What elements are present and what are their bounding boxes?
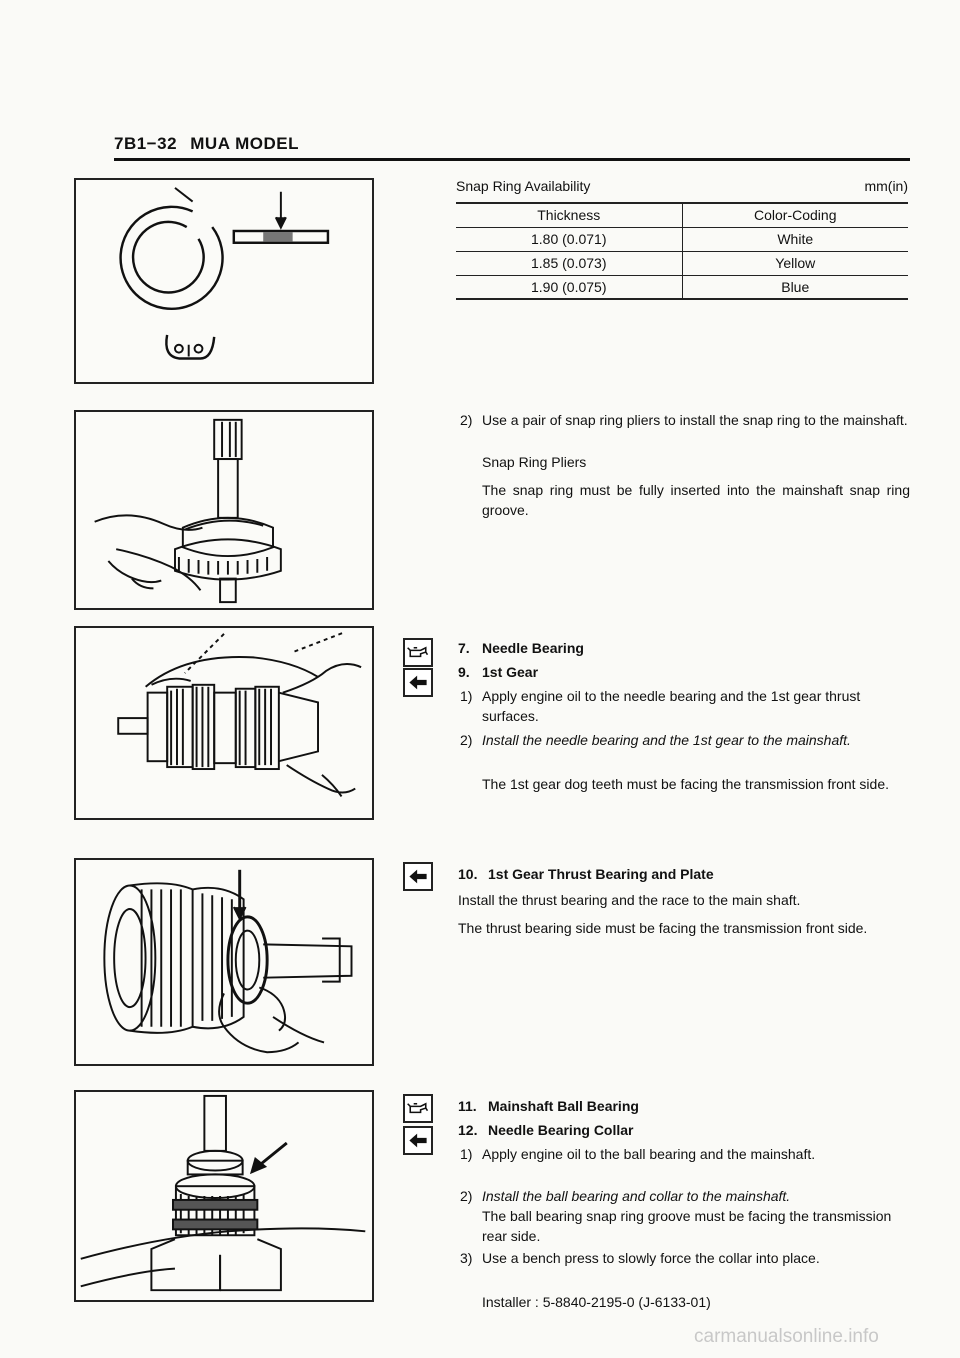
thickness-cell: 1.80 (0.071) [456,227,682,251]
thrust-bearing-figure [74,858,374,1066]
step-number: 1) [460,688,473,704]
paragraph: Install the thrust bearing and the race to the main shaft. [458,892,801,908]
oil-can-icon [403,638,433,667]
item-number: 9. [458,664,470,680]
section-number: 7B1−32 [114,134,178,153]
snap-ring-pliers-figure [74,410,374,610]
oil-can-icon [403,1094,433,1123]
paragraph: The thrust bearing side must be facing the transmission front side. [458,920,868,936]
item-number: 10. [458,866,478,882]
step-text: Use a pair of snap ring pliers to install the snap ring to the mainshaft. [482,412,908,428]
step-text: Use a bench press to slowly force the collar into place. [482,1250,820,1266]
step-text: Apply engine oil to the ball bearing and the mainshaft. [482,1146,816,1162]
model-name: MUA MODEL [190,134,299,153]
step-number: 3) [460,1250,473,1266]
table-title: Snap Ring Availability [456,178,591,194]
step-text: Install the needle bearing and the 1st gear to the mainshaft. [482,732,851,748]
item-title: Needle Bearing [482,640,584,656]
installer-tool: Installer : 5-8840-2195-0 (J-6133-01) [482,1294,711,1310]
color-cell: Yellow [682,251,908,275]
page-header [114,134,299,154]
table-row [456,251,908,275]
step-number: 2) [460,732,473,748]
snap-ring-table [456,202,908,300]
item-title: 1st Gear Thrust Bearing and Plate [488,866,714,882]
watermark: carmanualsonline.info [694,1326,879,1347]
tool-name: Snap Ring Pliers [482,454,587,470]
color-cell: White [682,227,908,251]
header-rule [114,158,910,161]
step-note: The 1st gear dog teeth must be facing the transmission front side. [482,776,889,792]
item-title: Needle Bearing Collar [488,1122,634,1138]
snap-ring-figure [74,178,374,384]
column-header: Color-Coding [682,203,908,227]
install-arrow-icon [403,1126,433,1155]
install-arrow-icon [403,668,433,697]
install-arrow-icon [403,862,433,891]
step-number: 1) [460,1146,473,1162]
table-unit: mm(in) [864,178,908,194]
step-text: Install the ball bearing and collar to the mainshaft. [482,1188,791,1204]
item-title: Mainshaft Ball Bearing [488,1098,639,1114]
item-number: 11. [458,1098,477,1114]
ball-bearing-press-figure [74,1090,374,1302]
step-text: Apply engine oil to the needle bearing and the 1st gear thrust surfaces. [482,688,861,724]
step-number: 2) [460,1188,473,1204]
table-header-row [456,203,908,227]
thickness-cell: 1.90 (0.075) [456,275,682,299]
color-cell: Blue [682,275,908,299]
column-header: Thickness [456,203,682,227]
item-number: 7. [458,640,470,656]
table-row [456,227,908,251]
item-title: 1st Gear [482,664,539,680]
step-note: The snap ring must be fully inserted into the mainshaft snap ring groove. [482,482,910,518]
thickness-cell: 1.85 (0.073) [456,251,682,275]
step-note: The ball bearing snap ring groove must be facing the transmission rear side. [482,1208,892,1244]
needle-bearing-figure [74,626,374,820]
item-number: 12. [458,1122,478,1138]
table-row [456,275,908,299]
step-number: 2) [460,412,473,428]
